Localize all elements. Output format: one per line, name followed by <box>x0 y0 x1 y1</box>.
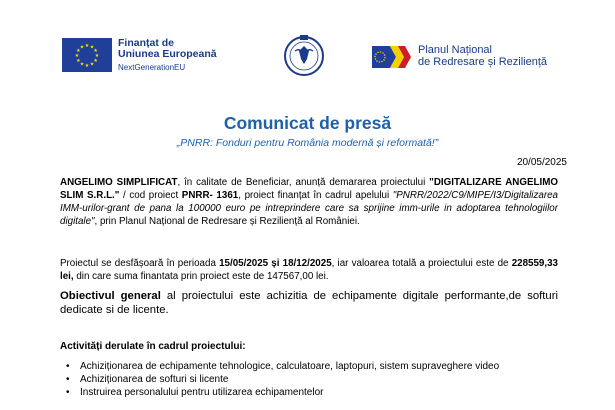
bullet-icon: • <box>66 374 70 385</box>
eu-star-icon: ★ <box>89 61 95 68</box>
pnrr-line1: Planul Național <box>418 44 492 56</box>
eu-star-icon: ★ <box>93 58 98 64</box>
eu-star-icon: ★ <box>79 61 85 68</box>
intro-text-3: , proiect finanțat în cadrul apelului <box>238 190 393 201</box>
eu-star-icon: ★ <box>76 58 81 64</box>
intro-text-1: , în calitate de Beneficiar, anunță demararea proiectului <box>177 177 430 188</box>
intro-paragraph <box>60 176 558 228</box>
period-text-2: , iar valoarea totală a proiectului este de <box>331 258 512 269</box>
government-crest-icon <box>283 33 325 79</box>
pnrr-label <box>418 44 547 68</box>
period-text-1: Proiectul se desfășoară în perioada <box>60 258 220 269</box>
page-title: Comunicat de presă <box>223 113 392 133</box>
period-text-3: din care suma finantata prin proiect este de 147567,00 lei. <box>73 271 329 282</box>
activities-title: Activități derulate în cadrul proiectului: <box>60 341 246 352</box>
intro-text-2: / cod proiect <box>119 190 182 201</box>
project-code: PNRR- 1361 <box>181 190 239 201</box>
eu-flag-logo <box>62 38 112 72</box>
activity-text: Instruirea personalului pentru utilizarea echipamentelor <box>80 387 324 398</box>
eu-star-icon: ★ <box>76 48 81 54</box>
intro-text-4: , prin Planul Național de Redresare și Reziliență al României. <box>94 216 360 227</box>
activity-text: Achiziționarea de softuri si licente <box>80 374 229 385</box>
objective-label: Obiectivul general <box>60 290 161 302</box>
eu-star-icon: ★ <box>74 53 80 59</box>
bullet-icon: • <box>66 387 70 398</box>
list-item <box>60 360 499 373</box>
call-name: "PNRR/2022/C9/MIPE/I3/Digitalizarea IMM-urilor-grant de pana la 100000 euro pe intreprindere care sa sprijine imm-urile in adoptarea tehnologiilor digitale" <box>60 190 558 227</box>
page-subtitle: „PNRR: Fonduri pentru România modernă și reformată!” <box>176 137 439 149</box>
eu-line3: NextGenerationEU <box>118 63 186 72</box>
activity-text: Achiziționarea de echipamente tehnologice, calculatoare, laptopuri, sistem supraveghere video <box>80 361 500 372</box>
document-date: 20/05/2025 <box>516 157 567 168</box>
eu-star-icon: ★ <box>89 44 95 51</box>
project-name: "DIGITALIZARE ANGELIMO SLIM S.R.L." <box>60 177 558 201</box>
list-item <box>60 373 499 386</box>
activities-list <box>60 360 499 399</box>
eu-star-icon: ★ <box>79 44 85 51</box>
eu-star-icon: ★ <box>84 63 90 69</box>
company-name: ANGELIMO SIMPLIFICAT <box>60 177 178 188</box>
eu-star-icon: ★ <box>94 53 100 59</box>
eu-line1: Finanțat de <box>118 37 175 49</box>
total-value: 228559,33 lei, <box>60 258 558 282</box>
eu-line2: Uniunea Europeană <box>118 48 217 60</box>
objective-text: al proiectului este achizitia de echipamente digitale performante,de softuri dedicate si de licente. <box>60 290 558 316</box>
project-period: 15/05/2025 și 18/12/2025 <box>219 258 332 269</box>
eu-funding-label <box>118 38 217 73</box>
objective-paragraph <box>60 289 558 317</box>
pnrr-line2: de Redresare și Reziliență <box>418 56 548 68</box>
list-item <box>60 386 499 399</box>
bullet-icon: • <box>66 361 70 372</box>
eu-star-icon: ★ <box>84 43 90 49</box>
period-paragraph <box>60 257 558 283</box>
pnrr-flag-logo <box>372 42 412 72</box>
eu-star-icon: ★ <box>93 48 98 54</box>
eu-stars-icon <box>62 38 112 72</box>
